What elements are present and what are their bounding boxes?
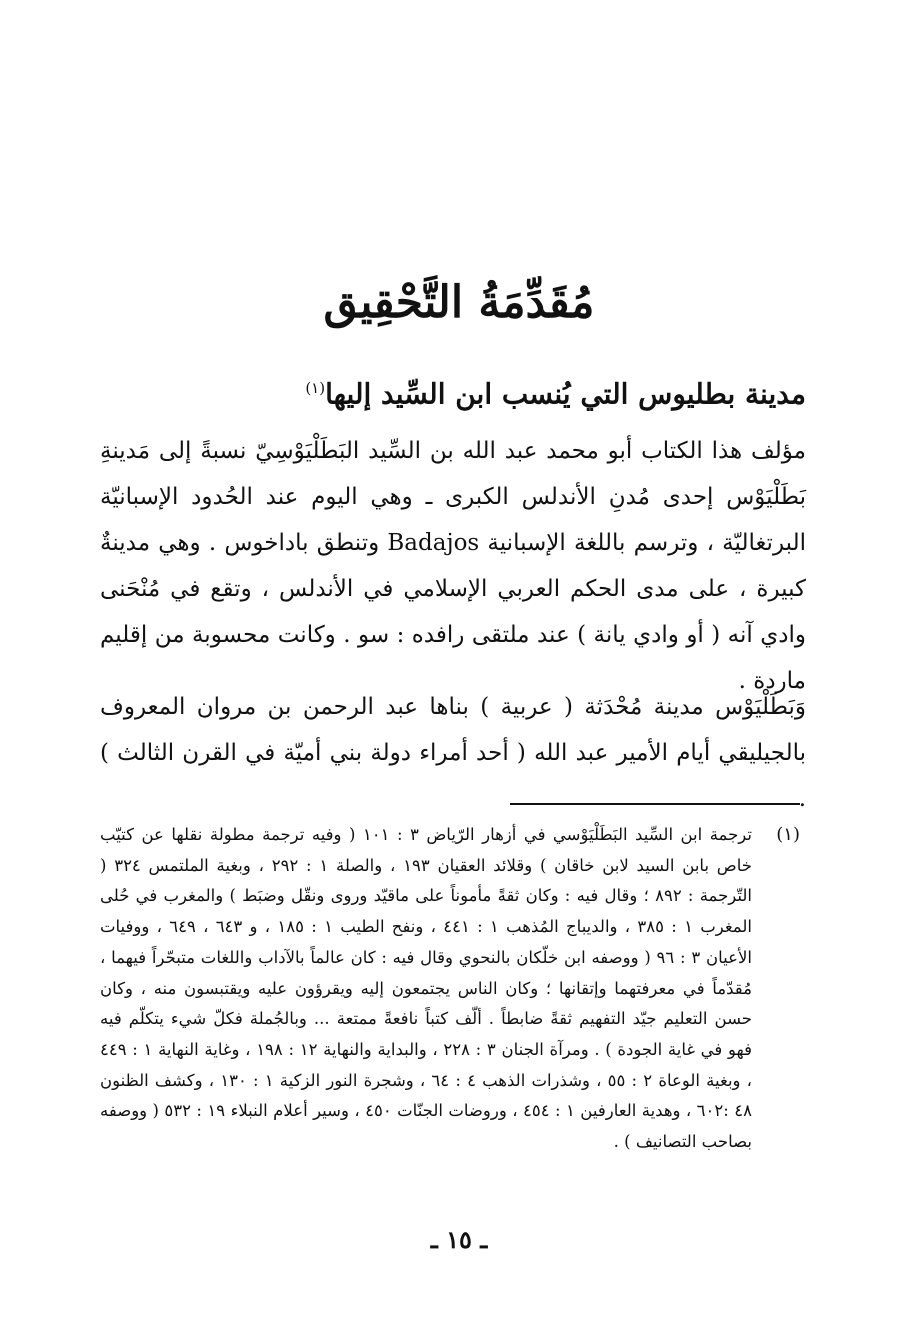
page-number: ـ ١٥ ـ	[430, 1225, 488, 1254]
footnote-reference: (١)	[305, 379, 326, 397]
footnote-divider	[510, 803, 800, 805]
page-title: مُقَدِّمَةُ التَّحْقِيق	[323, 277, 595, 328]
footnote-text: ترجمة ابن السِّيد البَطَلْيَوْسي في أزهار الرّياض ٣ : ١٠١ ( وفيه ترجمة مطولة نقلها عن كتيّب خاص بابن السيد لابن خاقان ) وقلائد العقيان ١٩٣ ، والصلة ١ : ٢٩٢ ، وبغية الملتمس ٣٢٤ ( التّرجمة : ٨٩٢ ؛ وقال فيه : وكان ثقةً مأموناً على ماقيّد وروى ونقّل وضبَط ) والمغرب في حُلى المغرب ١ : ٣٨٥ ، والديباج المُذهب ١ : ٤٤١ ، ونفح الطيب ١ : ١٨٥ ، و ٦٤٣ ، ٦٤٩ ، ووفيات الأعيان ٣ : ٩٦ ( ووصفه ابن خلّكان بالنحوي وقال فيه : كان عالماً بالآداب واللغات متبحّراً فيهما ، مُقدّماً في معرفتهما وإتقانها ؛ وكان الناس يجتمعون إليه ويقرؤون عليه ويقتبسون منه ، وكان حسن التعليم جيّد التفهيم ثقةً ضابطاً . ألّف كتباً نافعةً ممتعة ... وبالجُملة فكلّ شيء يتكلّم فيه فهو في غاية الجودة ) . ومرآة الجنان ٣ : ٢٢٨ ، والبداية والنهاية ١٢ : ١٩٨ ، وغاية النهاية ١ : ٤٤٩ ، وبغية الوعاة ٢ : ٥٥ ، وشذرات الذهب ٤ : ٦٤ ، وشجرة النور الزكية ١ : ١٣٠ ، وكشف الظنون ٤٨ :٦٠٢ ، وهدية العارفين ١ : ٤٥٤ ، وروضات الجنّات ٤٥٠ ، وسير أعلام النبلاء ١٩ : ٥٣٢ ( ووصفه بصاحب التصانيف ) .	[100, 825, 752, 1152]
section-heading-text: مدينة بطليوس التي يُنسب ابن السِّيد إليها	[325, 377, 806, 411]
paragraph-1: مؤلف هذا الكتاب أبو محمد عبد الله بن السِّيد البَطَلْيَوْسِيّ نسبةً إلى مَدينةِ بَطَلْيَوْس إحدى مُدنِ الأندلس الكبرى ـ وهي اليوم عند الحُدود الإسبانيّة البرتغاليّة ، وترسم باللغة الإسبانية Badajos وتنطق باداخوس . وهي مدينةٌ كبيرة ، على مدى الحكم العربي الإسلامي في الأندلس ، وتقع في مُنْحَنى وادي آنه ( أو وادي يانة ) عند ملتقى رافده : سو . وكانت محسوبة من إقليم ماردة .	[100, 438, 806, 694]
section-heading	[100, 362, 806, 420]
footnote-marker: (١)	[776, 824, 800, 845]
paragraph-2: وَبَطَلْيَوْس مدينة مُحْدَثة ( عربية ) بناها عبد الرحمن بن مروان المعروف بالجيليقي أيام الأمير عبد الله ( أحد أمراء دولة بني أميّة في القرن الثالث ) .	[100, 694, 806, 812]
